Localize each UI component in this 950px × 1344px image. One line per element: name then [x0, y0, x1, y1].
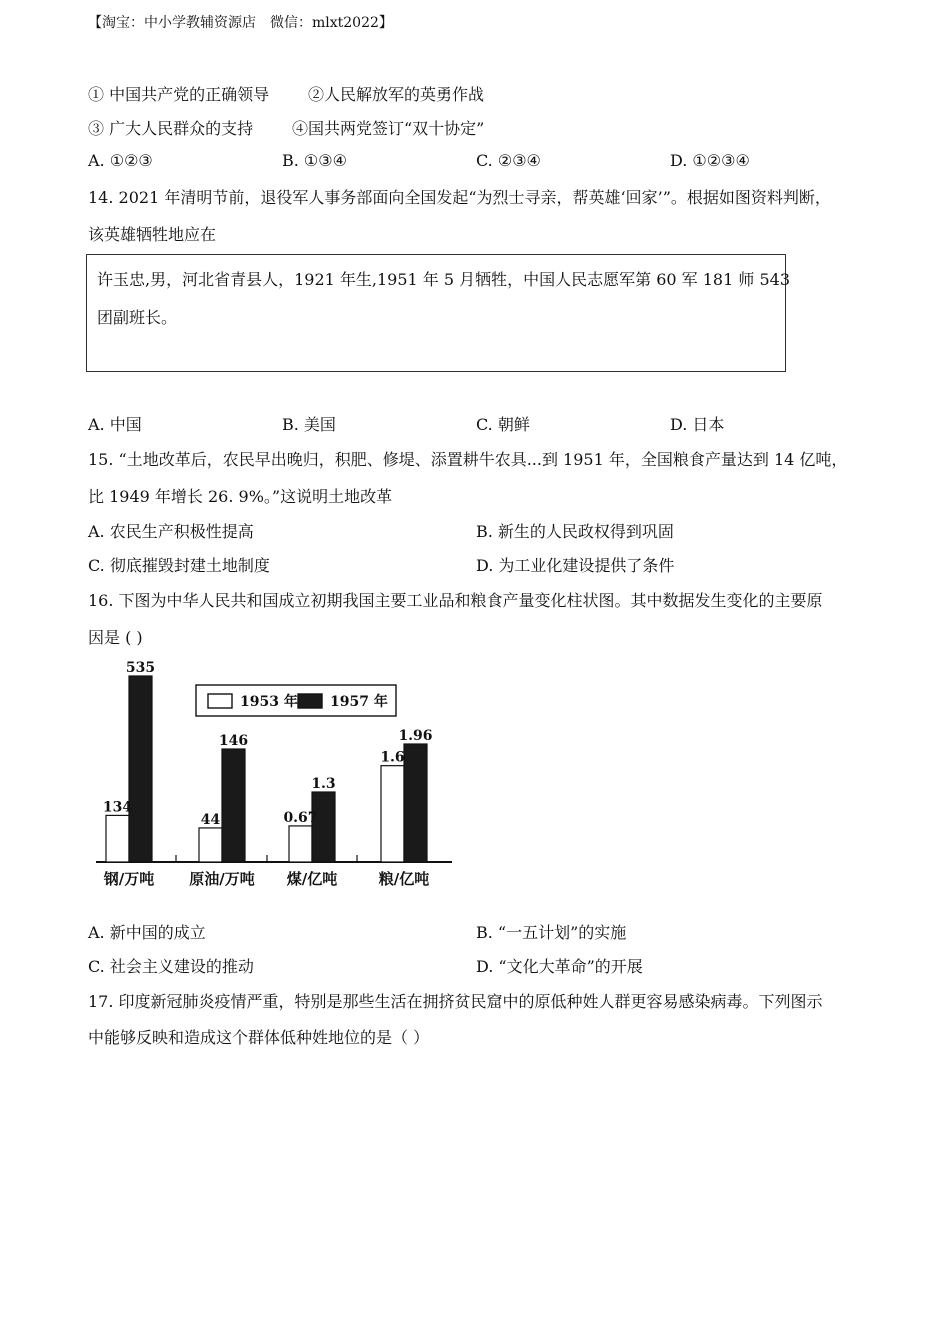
- category-label: 煤/亿吨: [286, 870, 338, 888]
- q14-option-d[interactable]: D. 日本: [670, 415, 725, 434]
- legend-swatch-1957: [298, 694, 322, 708]
- q13-option-d[interactable]: D. ①②③④: [670, 151, 750, 170]
- q13-option-a[interactable]: A. ①②③: [88, 151, 153, 170]
- q14-info-line2: 团副班长。: [97, 308, 178, 327]
- legend-swatch-1953: [208, 694, 232, 708]
- data-label-1957: 535: [125, 660, 156, 676]
- bar-1953: [289, 826, 312, 862]
- q13-item-3: ③ 广大人民群众的支持: [88, 119, 254, 138]
- bar-1957: [222, 749, 245, 862]
- legend-label-1957: 1957 年: [330, 694, 388, 710]
- category-label: 粮/亿吨: [378, 870, 430, 888]
- bar-1957: [312, 792, 335, 862]
- q14-option-c[interactable]: C. 朝鲜: [476, 415, 530, 434]
- q14-info-line1: 许玉忠,男，河北省青县人，1921 年生,1951 年 5 月牺牲，中国人民志愿军第 60 军 181 师 543: [97, 270, 791, 289]
- q13-option-b[interactable]: B. ①③④: [282, 151, 347, 170]
- q15-option-b[interactable]: B. 新生的人民政权得到巩固: [476, 522, 674, 541]
- data-label-1953: 0.67: [283, 809, 318, 826]
- q14-stem-line2: 该英雄牺牲地应在: [88, 225, 217, 244]
- bar-1953: [106, 815, 129, 862]
- q16-option-c[interactable]: C. 社会主义建设的推动: [88, 957, 254, 976]
- q14-info-box: [86, 254, 791, 372]
- production-bar-chart: [90, 655, 460, 895]
- q13-option-c[interactable]: C. ②③④: [476, 151, 541, 170]
- q16-option-a[interactable]: A. 新中国的成立: [88, 923, 206, 942]
- q13-item-1: ① 中国共产党的正确领导: [88, 85, 270, 104]
- q16-option-b[interactable]: B. “一五计划”的实施: [476, 923, 627, 942]
- bar-1957: [129, 676, 152, 862]
- bar-1953: [381, 766, 404, 862]
- q16-stem-line1: 16. 下图为中华人民共和国成立初期我国主要工业品和粮食产量变化柱状图。其中数据发生变化的主要原: [88, 591, 823, 610]
- data-label-1957: 1.96: [398, 728, 433, 744]
- q14-stem-line1: 14. 2021 年清明节前，退役军人事务部面向全国发起“为烈士寻亲，帮英雄‘回家’”。根据如图资料判断，: [88, 188, 831, 207]
- q14-option-b[interactable]: B. 美国: [282, 415, 336, 434]
- q15-stem-line2: 比 1949 年增长 26. 9%。”这说明土地改革: [88, 487, 393, 506]
- q13-item-2: ②人民解放军的英勇作战: [308, 85, 485, 104]
- q16-stem-line2: 因是 ( ): [88, 628, 143, 647]
- legend-label-1953: 1953 年: [240, 694, 298, 710]
- data-label-1953: 1.6: [380, 749, 405, 766]
- q17-stem-line1: 17. 印度新冠肺炎疫情严重，特别是那些生活在拥挤贫民窟中的原低种姓人群更容易感染病毒。下列图示: [88, 992, 823, 1011]
- q17-stem-line2: 中能够反映和造成这个群体低种姓地位的是（ ）: [88, 1028, 430, 1047]
- q15-stem-line1: 15. “土地改革后，农民早出晚归，积肥、修堤、添置耕牛农具...到 1951 年，全国粮食产量达到 14 亿吨，: [88, 450, 848, 469]
- bar-1957: [404, 744, 427, 862]
- q16-option-d[interactable]: D. “文化大革命”的开展: [476, 957, 643, 976]
- data-label-1957: 146: [218, 733, 249, 749]
- q15-option-d[interactable]: D. 为工业化建设提供了条件: [476, 556, 675, 575]
- bar-1953: [199, 828, 222, 862]
- q15-option-c[interactable]: C. 彻底摧毁封建土地制度: [88, 556, 270, 575]
- data-label-1953: 134: [102, 799, 133, 816]
- data-label-1953: 44: [200, 811, 221, 828]
- page-header: 【淘宝：中小学教辅资源店 微信：mlxt2022】: [88, 15, 393, 31]
- q14-option-a[interactable]: A. 中国: [88, 415, 142, 434]
- category-label: 原油/万吨: [189, 870, 255, 888]
- q13-item-4: ④国共两党签订“双十协定”: [292, 119, 485, 138]
- category-label: 钢/万吨: [103, 870, 155, 888]
- data-label-1957: 1.3: [311, 776, 336, 792]
- q15-option-a[interactable]: A. 农民生产积极性提高: [88, 522, 254, 541]
